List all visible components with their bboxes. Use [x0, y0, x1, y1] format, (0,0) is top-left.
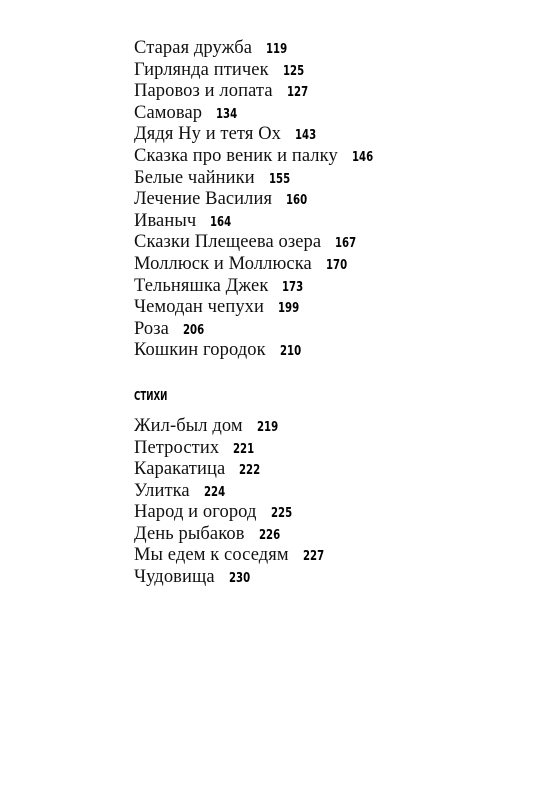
- toc-entry[interactable]: [134, 189, 514, 211]
- entry-title: Паровоз и лопата: [134, 81, 273, 102]
- toc-entry[interactable]: [134, 567, 514, 589]
- toc-entry[interactable]: [134, 416, 514, 438]
- toc-entry[interactable]: [134, 276, 514, 298]
- entry-title: Белые чайники: [134, 167, 255, 188]
- toc-entry[interactable]: [134, 168, 514, 190]
- toc-entry[interactable]: [134, 60, 514, 82]
- entry-page-number: 226: [258, 527, 280, 543]
- section-heading-poems: СТИХИ: [134, 388, 168, 403]
- table-of-contents: [134, 38, 514, 589]
- entry-title: Тельняшка Джек: [134, 275, 269, 296]
- entry-title: Моллюск и Моллюска: [134, 253, 312, 274]
- entry-title: Народ и огород: [134, 502, 257, 523]
- entry-title: Иваныч: [134, 210, 197, 231]
- entry-page-number: 134: [216, 106, 238, 122]
- entry-title: Чудовища: [134, 567, 215, 588]
- entry-title: Дядя Ну и тетя Ох: [134, 124, 282, 145]
- toc-entry[interactable]: [134, 38, 514, 60]
- entry-page-number: 173: [282, 279, 304, 295]
- toc-entry[interactable]: [134, 254, 514, 276]
- entry-page-number: 206: [183, 322, 205, 338]
- toc-entry[interactable]: [134, 502, 514, 524]
- entry-title: Гирлянда птичек: [134, 59, 269, 80]
- toc-entry[interactable]: [134, 545, 514, 567]
- entry-title: Улитка: [134, 480, 190, 501]
- toc-entry[interactable]: [134, 81, 514, 103]
- toc-entry[interactable]: [134, 459, 514, 481]
- entry-title: Самовар: [134, 102, 203, 123]
- entry-title: Старая дружба: [134, 38, 253, 58]
- toc-entry[interactable]: [134, 124, 514, 146]
- entry-title: Кошкин городок: [134, 340, 266, 361]
- toc-entry[interactable]: [134, 340, 514, 362]
- entry-page-number: 119: [266, 42, 288, 57]
- entry-page-number: 155: [268, 171, 290, 187]
- toc-entry[interactable]: [134, 524, 514, 546]
- entry-title: Мы едем к соседям: [134, 545, 289, 566]
- toc-entry[interactable]: [134, 481, 514, 503]
- entry-title: Лечение Василия: [134, 189, 273, 210]
- entry-title: Чемодан чепухи: [134, 297, 265, 318]
- entry-title: Сказки Плещеева озера: [134, 232, 322, 253]
- toc-entry[interactable]: [134, 297, 514, 319]
- entry-page-number: 160: [286, 193, 308, 209]
- entry-title: Каракатица: [134, 459, 226, 480]
- entry-page-number: 125: [282, 63, 304, 79]
- entry-page-number: 146: [351, 149, 373, 165]
- entry-title: Сказка про веник и палку: [134, 145, 338, 166]
- toc-entry[interactable]: [134, 211, 514, 233]
- toc-entry[interactable]: [134, 438, 514, 460]
- entry-page-number: 210: [279, 344, 301, 360]
- entry-page-number: 199: [278, 301, 300, 317]
- poems-list: [134, 416, 514, 589]
- entry-title: День рыбаков: [134, 523, 245, 544]
- entry-page-number: 167: [335, 236, 357, 252]
- toc-entry[interactable]: [134, 103, 514, 125]
- entry-page-number: 224: [203, 484, 225, 500]
- entry-page-number: 225: [270, 506, 292, 522]
- entry-title: Петростих: [134, 437, 220, 458]
- entry-page-number: 227: [302, 549, 324, 565]
- entry-page-number: 143: [295, 128, 317, 144]
- entry-page-number: 221: [233, 441, 255, 457]
- toc-entry[interactable]: [134, 146, 514, 168]
- toc-entry[interactable]: [134, 319, 514, 341]
- entry-page-number: 127: [286, 85, 308, 101]
- prose-list: [134, 38, 514, 362]
- entry-title: Роза: [134, 318, 169, 339]
- entry-page-number: 222: [239, 463, 261, 479]
- entry-title: Жил-был дом: [134, 415, 243, 436]
- toc-entry[interactable]: [134, 232, 514, 254]
- entry-page-number: 230: [228, 571, 250, 587]
- entry-page-number: 219: [256, 419, 278, 435]
- entry-page-number: 164: [210, 214, 232, 230]
- entry-page-number: 170: [325, 257, 348, 273]
